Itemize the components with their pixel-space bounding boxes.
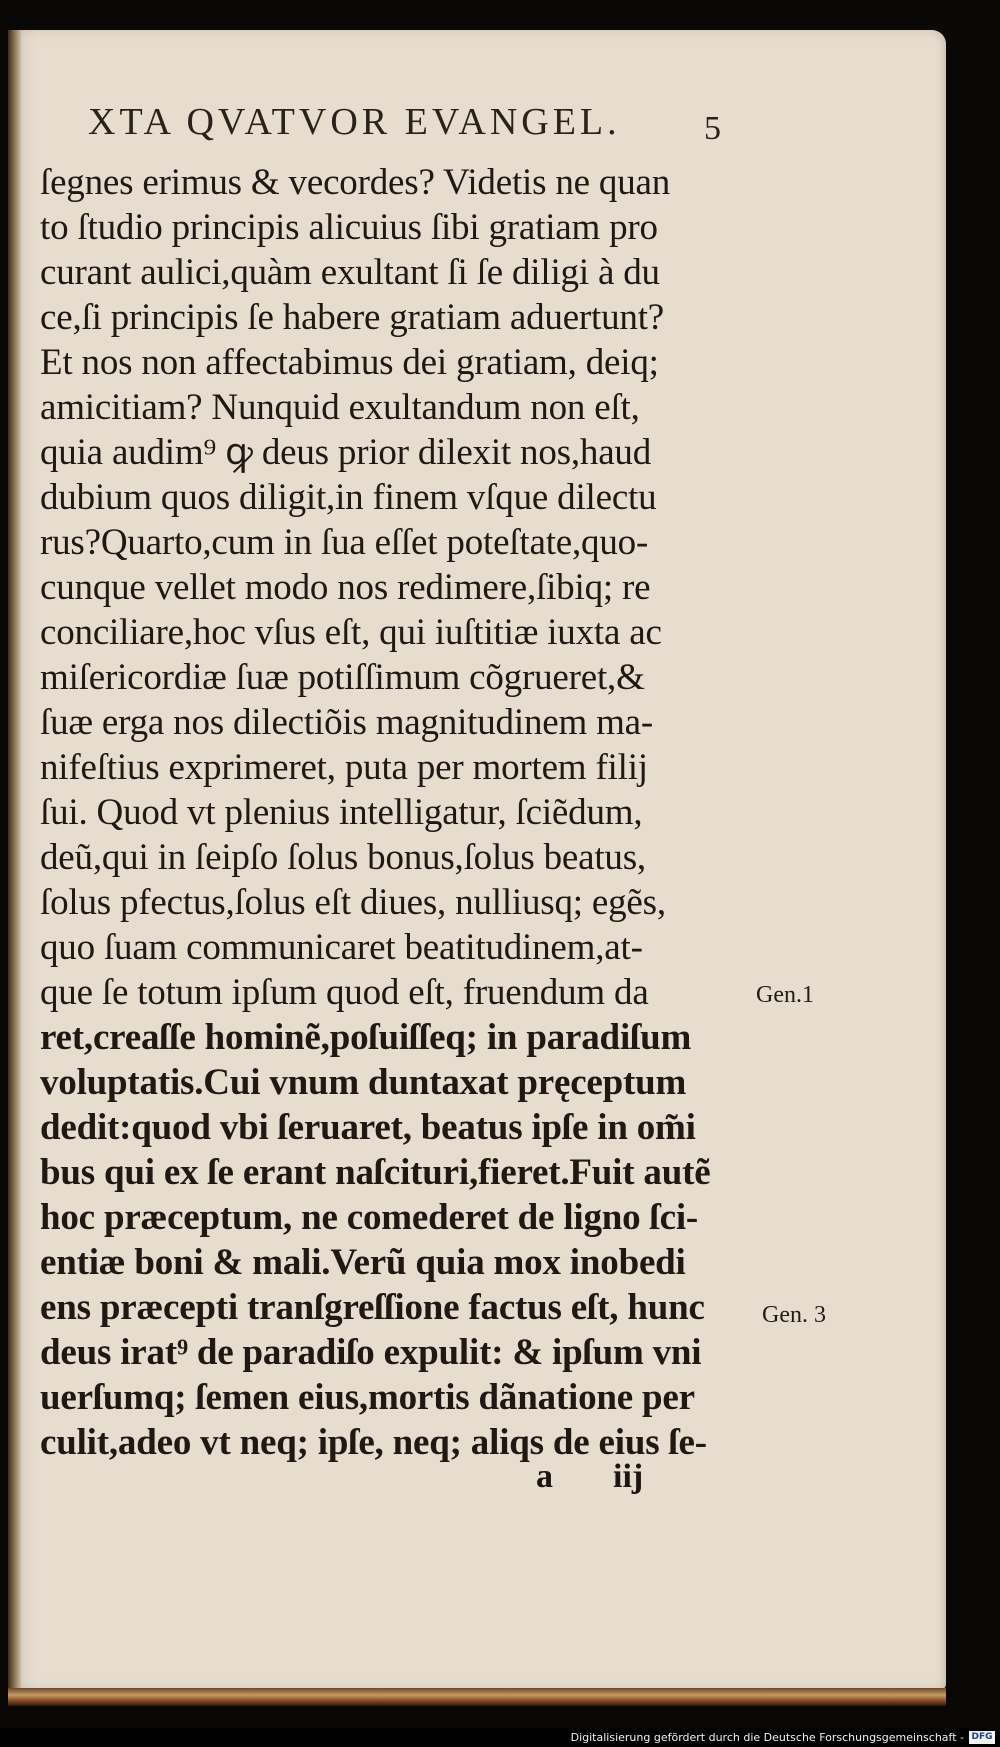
text-line: bus qui ex ſe erant naſcituri,fieret.Fuit autẽ xyxy=(40,1152,711,1193)
text-line: to ſtudio principis alicuius ſibi gratiam pro xyxy=(40,207,658,248)
text-line: amicitiam? Nunquid exultandum non eſt, xyxy=(40,387,640,428)
text-line: ſolus pfectus,ſolus eſt diues, nulliusq; egẽs, xyxy=(40,882,666,923)
text-line: deus irat⁹ de paradiſo expulit: & ipſum vni xyxy=(40,1332,702,1373)
dfg-logo: DFG xyxy=(969,1731,995,1744)
text-line: voluptatis.Cui vnum duntaxat pręceptum xyxy=(40,1062,687,1103)
page-bottom-edge xyxy=(8,1688,946,1706)
text-line: entiæ boni & mali.Verũ quia mox inobedi xyxy=(40,1242,686,1283)
text-line: rus?Quarto,cum in ſua eſſet poteſtate,quo- xyxy=(40,522,649,563)
text-line: ce,ſi principis ſe habere gratiam aduertunt? xyxy=(40,297,665,338)
footer-credit: Digitalisierung gefördert durch die Deutsche Forschungsgemeinschaft - xyxy=(570,1731,964,1744)
text-line: quia audim⁹ ꝙ deus prior dilexit nos,haud xyxy=(40,432,652,473)
signature-mark xyxy=(536,1458,716,1496)
text-line: que ſe totum ipſum quod eſt, fruendum da xyxy=(40,972,649,1013)
text-line: uerſumq; ſemen eius,mortis dãnatione per xyxy=(40,1377,695,1418)
text-line: quo ſuam communicaret beatitudinem,at- xyxy=(40,927,643,968)
text-line: hoc præceptum, ne comederet de ligno ſci- xyxy=(40,1197,699,1238)
signature-numeral: iij xyxy=(613,1458,644,1495)
text-line: ſuæ erga nos dilectiõis magnitudinem ma- xyxy=(40,702,654,743)
text-line: ſegnes erimus & vecordes? Videtis ne quan xyxy=(40,162,671,203)
text-line: ſui. Quod vt plenius intelligatur, ſciẽdum, xyxy=(40,792,643,833)
running-title: XTA QVATVOR EVANGEL. xyxy=(88,101,621,143)
text-line: nifeſtius exprimeret, puta per mortem filij xyxy=(40,747,648,788)
marginal-note: Gen. 3 xyxy=(762,1302,826,1328)
text-line: dubium quos diligit,in finem vſque dilectu xyxy=(40,477,657,518)
text-line: Et nos non affectabimus dei gratiam, deiq; xyxy=(40,342,659,383)
text-line: deũ,qui in ſeipſo ſolus bonus,ſolus beatus, xyxy=(40,837,646,878)
text-line: conciliare,hoc vſus eſt, qui iuſtitiæ iuxta ac xyxy=(40,612,662,653)
text-line: dedit:quod vbi ſeruaret, beatus ipſe in om̃i xyxy=(40,1107,696,1148)
signature-letter: a xyxy=(536,1458,553,1495)
page-binding-shadow xyxy=(8,30,22,1690)
body-text xyxy=(40,160,760,1465)
page-number: 5 xyxy=(704,110,721,147)
text-line: ens præcepti tranſgreſſione factus eſt, hunc xyxy=(40,1287,705,1328)
text-line: ret,creaſſe hominẽ,poſuiſſeq; in paradiſum xyxy=(40,1017,692,1058)
text-line: curant aulici,quàm exultant ſi ſe diligi à du xyxy=(40,252,660,293)
text-line: miſericordiæ ſuæ potiſſimum cõgrueret,& xyxy=(40,657,645,698)
text-line: culit,adeo vt neq; ipſe, neq; aliqs de eius ſe- xyxy=(40,1422,707,1463)
text-line: cunque vellet modo nos redimere,ſibiq; re xyxy=(40,567,651,608)
marginal-note: Gen.1 xyxy=(756,982,814,1008)
